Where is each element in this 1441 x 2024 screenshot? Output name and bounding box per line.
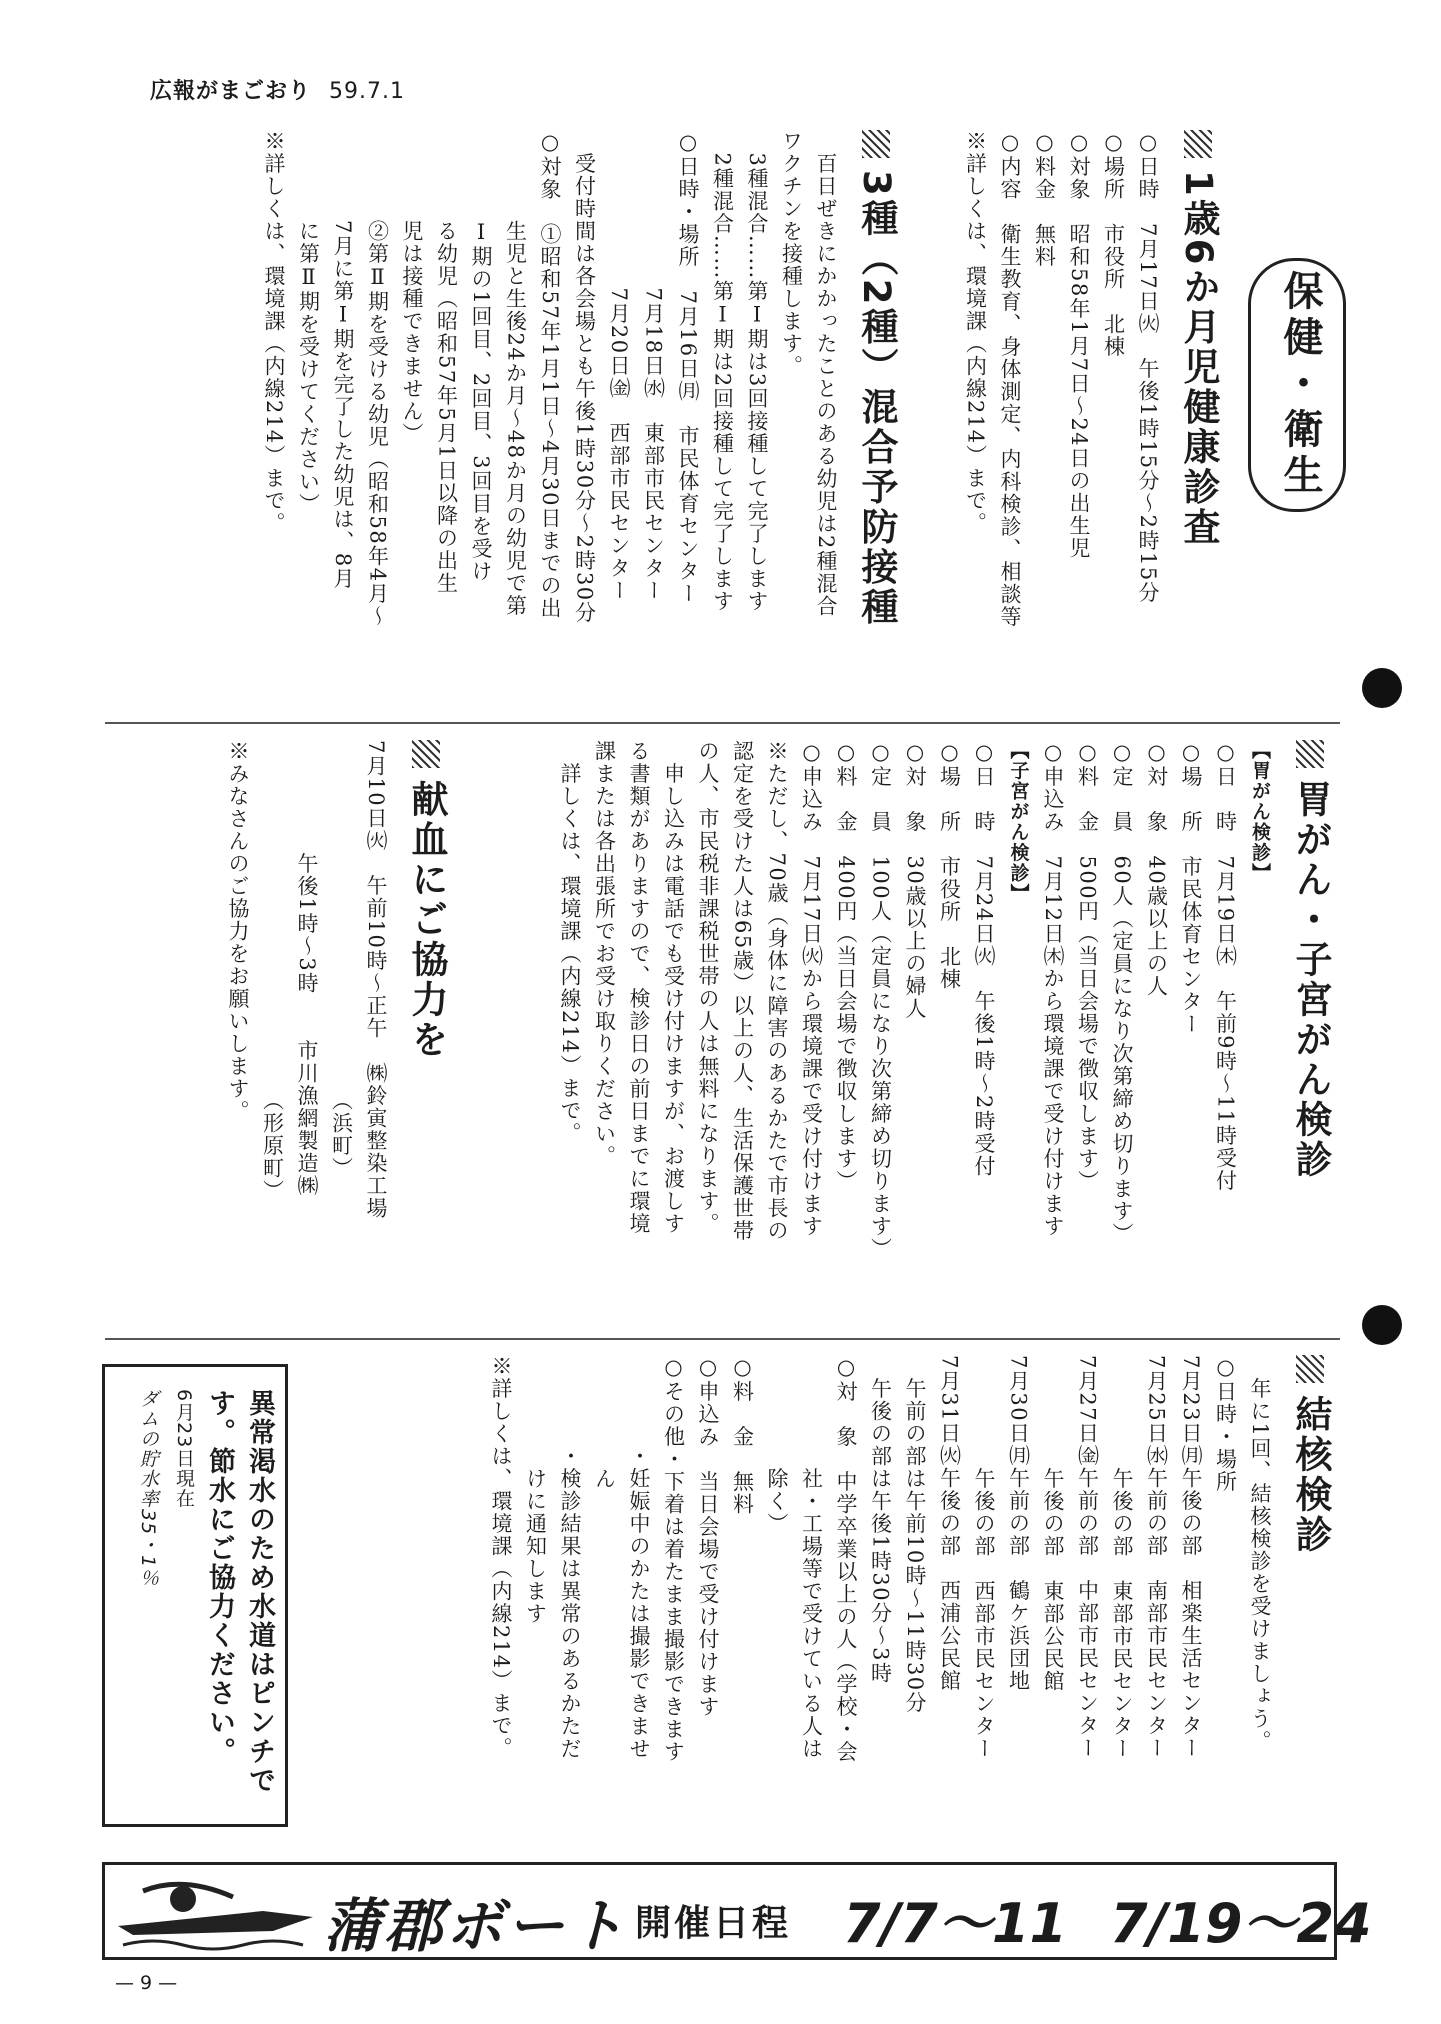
article-line: ※詳しくは、環境課（内線214）まで。	[489, 1355, 513, 1760]
heading-marker-icon	[862, 130, 890, 158]
race-dates-1: 7/7～11	[843, 1892, 1068, 1955]
article-line: ・検診結果は異常のあるかただ	[558, 1355, 582, 1760]
heading-marker-icon	[412, 740, 440, 768]
article-line: 午前の部は午前10時～11時30分	[903, 1355, 927, 1715]
blood-donation-article	[103, 740, 453, 1330]
article-line: ○料金 無料	[1032, 130, 1057, 268]
article-line: ○日時・場所 7月16日㈪ 市民体育センター	[676, 130, 700, 606]
notice-date: 6月23日現在	[173, 1389, 195, 1509]
infant-checkup-article	[905, 130, 1225, 715]
page-header	[150, 74, 405, 105]
article-line: 百日ぜきにかかったことのある幼児は2種混合	[814, 130, 838, 618]
cancer-screening-heading: 胃がん・子宮がん検診	[1283, 740, 1337, 1330]
page-number: — 9 —	[115, 1972, 178, 1994]
article-line: ○日時 7月17日㈫ 午後1時15分～2時15分	[1136, 130, 1160, 605]
article-line: 7月23日㈪午後の部 相楽生活センター	[1179, 1355, 1203, 1760]
cancer-screening-article	[455, 740, 1337, 1330]
article-line: ○対象 昭和58年1月7日～24日の出生児	[1067, 130, 1091, 560]
article-line: ワクチンを接種します。	[779, 130, 804, 378]
article-line: ○申込み 7月12日㈭から環境課で受け付けます	[1041, 740, 1065, 1238]
article-line: けに通知します	[523, 1355, 548, 1625]
vaccination-article	[103, 130, 903, 715]
article-line: ○日 時 7月24日㈫ 午後1時～2時受付	[972, 740, 996, 1178]
article-line: の人、市民税非課税世帯の人は無料になります。	[696, 740, 720, 1235]
article-line: 詳しくは、環境課（内線214）まで。	[558, 740, 582, 1145]
article-line: 7月に第Ⅰ期を完了した幼児は、8月	[331, 130, 355, 591]
article-line: 課または各出張所でお受け取りください。	[592, 740, 617, 1168]
article-line: ○料 金 400円（当日会場で徴収します）	[834, 740, 858, 1193]
article-line: 7月27日㈮午前の部 中部市民センター	[1075, 1355, 1100, 1760]
article-line: ※ただし、70歳（身体に障害のあるかたで市長の	[765, 740, 789, 1243]
article-line: ○場 所 市民体育センター	[1179, 740, 1203, 1036]
article-line: 午後の部 東部市民センター	[1110, 1355, 1134, 1760]
heading-marker-icon	[1296, 1355, 1324, 1383]
section-divider	[105, 722, 1340, 724]
article-line: Ⅰ期の1回目、2回目、3回目を受け	[469, 130, 493, 583]
article-line: ○定 員 60人（定員になり次第締め切ります）	[1110, 740, 1134, 1246]
tb-screening-heading: 結核検診	[1283, 1355, 1337, 1845]
article-line: ※みなさんのご協力をお願いします。	[226, 740, 250, 1123]
article-line: 午後1時～3時 市川漁網製造㈱	[295, 740, 319, 1198]
tb-screening-article	[335, 1355, 1337, 1845]
article-line: ○申込み 当日会場で受け付けます	[696, 1355, 720, 1718]
article-line: ○対 象 30歳以上の婦人	[903, 740, 927, 1021]
article-line: 生児と生後24か月～48か月の幼児で第	[503, 130, 528, 617]
article-line: 社・工場等で受けている人は	[799, 1355, 824, 1760]
article-line: ○定 員 100人（定員になり次第締め切ります）	[868, 740, 893, 1261]
article-line: 2種混合……第Ⅰ期は2回接種して完了します	[710, 130, 735, 613]
article-line: ○内容 衛生教育、身体測定、内科検診、相談等	[998, 130, 1022, 628]
article-line: 午後の部 西部市民センター	[972, 1355, 996, 1760]
article-line: ○日 時 7月19日㈭ 午前9時～11時受付	[1213, 740, 1238, 1193]
bullet-dot-icon	[1362, 668, 1402, 708]
article-line: ※詳しくは、環境課（内線214）まで。	[963, 130, 988, 535]
article-line: （形原町）	[260, 740, 285, 1202]
article-line: ○日時・場所	[1213, 1355, 1238, 1493]
article-line: に第Ⅱ期を受けてください）	[296, 130, 321, 516]
article-line: 7月25日㈬午前の部 南部市民センター	[1144, 1355, 1169, 1760]
article-line: 7月30日㈪午前の部 鶴ケ浜団地	[1006, 1355, 1031, 1693]
banner-label: 開催日程	[635, 1903, 792, 1944]
article-line: ん	[592, 1355, 617, 1490]
article-line: 午後の部は午後1時30分～3時	[868, 1355, 893, 1685]
article-line: ○対 象 中学卒業以上の人（学校・会	[834, 1355, 858, 1763]
infant-checkup-heading: 1歳6か月児健康診査	[1171, 130, 1225, 715]
article-line: ○対 象 40歳以上の人	[1144, 740, 1169, 998]
article-line: る幼児（昭和57年5月1日以降の出生	[434, 130, 459, 595]
bullet-dot-icon	[1362, 1305, 1402, 1345]
article-line: 受付時間は各会場とも午後1時30分～2時30分	[572, 130, 597, 625]
article-line: ○対象 ①昭和57年1月1日～4月30日までの出	[538, 130, 562, 620]
article-line: ○料 金 無料	[730, 1355, 755, 1516]
dam-storage-rate: ダムの貯水率35・1％	[137, 1389, 159, 1589]
boat-race-banner	[102, 1862, 1372, 1960]
article-line: 7月18日㈬ 東部市民センター	[641, 130, 666, 603]
article-line: ○場所 市役所 北棟	[1101, 130, 1126, 358]
article-line: 児は接種できません）	[400, 130, 424, 445]
article-line: 年に1回、結核検診を受けましょう。	[1248, 1355, 1272, 1753]
article-line: る書類がありますので、検診日の前日までに環境	[627, 740, 651, 1235]
article-line: 3種混合……第Ⅰ期は3回接種して完了します	[745, 130, 769, 613]
heading-marker-icon	[1184, 130, 1212, 158]
article-line: 申し込みは電話でも受け付けますが、お渡しす	[661, 740, 686, 1235]
article-line: ○料 金 500円（当日会場で徴収します）	[1075, 740, 1100, 1193]
article-line: ・妊娠中のかたは撮影できませ	[627, 1355, 651, 1760]
article-line: （浜町）	[329, 740, 354, 1180]
uterine-subheading: 【子宮がん検診】	[1007, 740, 1030, 904]
section-divider	[105, 1338, 1340, 1340]
article-line: 7月20日㈮ 西部市民センター	[607, 130, 631, 603]
article-line: ○場 所 市役所 北棟	[937, 740, 962, 991]
water-shortage-notice	[102, 1364, 288, 1827]
article-line: 午後の部 東部公民館	[1041, 1355, 1065, 1693]
banner-title: 蒲郡ボート	[323, 1892, 629, 1960]
article-line: 認定を受けた人は65歳）以上の人、生活保護世帯	[730, 740, 755, 1243]
boat-racer-icon	[113, 1871, 318, 1955]
article-line: ○申込み 7月17日㈫から環境課で受け付けます	[799, 740, 824, 1238]
issue-date: 59.7.1	[329, 79, 405, 104]
race-dates-2: 7/19～24	[1110, 1892, 1372, 1955]
article-line: ○その他・下着は着たまま撮影できます	[661, 1355, 686, 1763]
article-line: 7月31日㈫午後の部 西浦公民館	[937, 1355, 962, 1693]
article-line: 除く）	[765, 1355, 789, 1535]
stomach-subheading: 【胃がん検診】	[1249, 740, 1271, 884]
newsletter-title: 広報がまごおり	[150, 79, 312, 104]
heading-marker-icon	[1296, 740, 1324, 768]
notice-text: 異常渇水のため水道はピンチです。節水にご協力ください。	[204, 1389, 275, 1795]
article-line: ※詳しくは、環境課（内線214）まで。	[262, 130, 286, 535]
blood-donation-heading: 献血にご協力を	[399, 740, 453, 1330]
article-line: ②第Ⅱ期を受ける幼児（昭和58年4月～	[365, 130, 390, 628]
vaccination-heading: 3種（2種）混合予防接種	[849, 130, 903, 715]
category-badge: 保健・衛生	[1248, 258, 1346, 512]
article-line: 7月10日㈫ 午前10時～正午 ㈱鈴寅整染工場	[364, 740, 388, 1220]
